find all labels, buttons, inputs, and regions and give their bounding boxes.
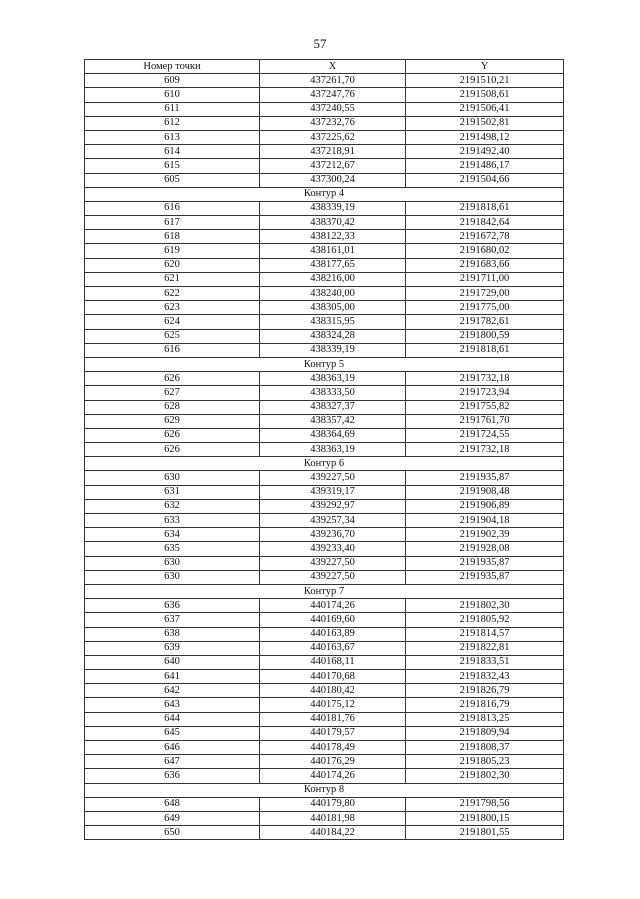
table-row	[85, 542, 564, 556]
table-row	[85, 258, 564, 272]
y-cell: 2191935,87	[406, 570, 564, 584]
x-cell: 438177,65	[260, 258, 406, 272]
y-cell: 2191508,61	[406, 88, 564, 102]
point-number-cell: 640	[85, 655, 260, 669]
x-cell: 440179,80	[260, 797, 406, 811]
y-cell: 2191502,81	[406, 116, 564, 130]
y-cell: 2191818,61	[406, 343, 564, 357]
x-cell: 438216,00	[260, 272, 406, 286]
point-number-cell: 623	[85, 301, 260, 315]
y-cell: 2191802,30	[406, 599, 564, 613]
x-cell: 437212,67	[260, 159, 406, 173]
y-cell: 2191818,61	[406, 201, 564, 215]
y-cell: 2191504,66	[406, 173, 564, 187]
table-row	[85, 755, 564, 769]
point-number-cell: 630	[85, 556, 260, 570]
table-row	[85, 116, 564, 130]
x-cell: 439236,70	[260, 528, 406, 542]
point-number-cell: 650	[85, 826, 260, 840]
x-cell: 437247,76	[260, 88, 406, 102]
y-cell: 2191935,87	[406, 556, 564, 570]
x-cell: 438305,00	[260, 301, 406, 315]
header-point-number: Номер точки	[85, 60, 260, 74]
table-row	[85, 514, 564, 528]
point-number-cell: 629	[85, 414, 260, 428]
x-cell: 440169,60	[260, 613, 406, 627]
table-row	[85, 641, 564, 655]
x-cell: 440163,89	[260, 627, 406, 641]
x-cell: 438363,19	[260, 372, 406, 386]
point-number-cell: 614	[85, 145, 260, 159]
x-cell: 438357,42	[260, 414, 406, 428]
y-cell: 2191782,61	[406, 315, 564, 329]
section-title: Контур 7	[85, 584, 564, 598]
x-cell: 438315,95	[260, 315, 406, 329]
x-cell: 437225,62	[260, 130, 406, 144]
x-cell: 439319,17	[260, 485, 406, 499]
y-cell: 2191732,18	[406, 372, 564, 386]
y-cell: 2191711,00	[406, 272, 564, 286]
table-row	[85, 301, 564, 315]
point-number-cell: 626	[85, 443, 260, 457]
table-row	[85, 230, 564, 244]
y-cell: 2191805,23	[406, 755, 564, 769]
page-number: 57	[313, 36, 327, 51]
table-row	[85, 315, 564, 329]
x-cell: 438122,33	[260, 230, 406, 244]
y-cell: 2191902,39	[406, 528, 564, 542]
table-row	[85, 499, 564, 513]
table-row	[85, 400, 564, 414]
point-number-cell: 613	[85, 130, 260, 144]
point-number-cell: 625	[85, 329, 260, 343]
section-row	[85, 783, 564, 797]
point-number-cell: 647	[85, 755, 260, 769]
point-number-cell: 636	[85, 769, 260, 783]
section-title: Контур 6	[85, 457, 564, 471]
table-row	[85, 244, 564, 258]
table-row	[85, 698, 564, 712]
y-cell: 2191822,81	[406, 641, 564, 655]
point-number-cell: 641	[85, 670, 260, 684]
table-row	[85, 684, 564, 698]
x-cell: 440163,67	[260, 641, 406, 655]
point-number-cell: 644	[85, 712, 260, 726]
table-row	[85, 556, 564, 570]
x-cell: 440175,12	[260, 698, 406, 712]
x-cell: 440184,22	[260, 826, 406, 840]
x-cell: 438370,42	[260, 216, 406, 230]
table-row	[85, 329, 564, 343]
table-row	[85, 102, 564, 116]
y-cell: 2191833,51	[406, 655, 564, 669]
y-cell: 2191928,08	[406, 542, 564, 556]
table-row	[85, 769, 564, 783]
point-number-cell: 622	[85, 287, 260, 301]
point-number-cell: 616	[85, 201, 260, 215]
table-row	[85, 741, 564, 755]
table-header-row	[85, 60, 564, 74]
point-number-cell: 624	[85, 315, 260, 329]
table-row	[85, 74, 564, 88]
x-cell: 440174,26	[260, 599, 406, 613]
table-row	[85, 428, 564, 442]
x-cell: 437232,76	[260, 116, 406, 130]
y-cell: 2191724,55	[406, 428, 564, 442]
y-cell: 2191680,02	[406, 244, 564, 258]
point-number-cell: 634	[85, 528, 260, 542]
section-row	[85, 187, 564, 201]
header-x: X	[260, 60, 406, 74]
section-title: Контур 5	[85, 357, 564, 371]
table-row	[85, 201, 564, 215]
x-cell: 440181,76	[260, 712, 406, 726]
point-number-cell: 645	[85, 726, 260, 740]
x-cell: 439227,50	[260, 556, 406, 570]
x-cell: 439227,50	[260, 471, 406, 485]
table-row	[85, 670, 564, 684]
point-number-cell: 605	[85, 173, 260, 187]
table-row	[85, 386, 564, 400]
y-cell: 2191761,70	[406, 414, 564, 428]
point-number-cell: 621	[85, 272, 260, 286]
y-cell: 2191809,94	[406, 726, 564, 740]
y-cell: 2191826,79	[406, 684, 564, 698]
x-cell: 438333,50	[260, 386, 406, 400]
y-cell: 2191798,56	[406, 797, 564, 811]
y-cell: 2191486,17	[406, 159, 564, 173]
x-cell: 440174,26	[260, 769, 406, 783]
x-cell: 437240,55	[260, 102, 406, 116]
section-row	[85, 584, 564, 598]
section-row	[85, 457, 564, 471]
point-number-cell: 636	[85, 599, 260, 613]
section-title: Контур 8	[85, 783, 564, 797]
table-row	[85, 343, 564, 357]
table-row	[85, 528, 564, 542]
y-cell: 2191775,00	[406, 301, 564, 315]
point-number-cell: 631	[85, 485, 260, 499]
y-cell: 2191813,25	[406, 712, 564, 726]
point-number-cell: 619	[85, 244, 260, 258]
section-row	[85, 357, 564, 371]
table-row	[85, 159, 564, 173]
y-cell: 2191492,40	[406, 145, 564, 159]
table-row	[85, 216, 564, 230]
x-cell: 440180,42	[260, 684, 406, 698]
point-number-cell: 630	[85, 570, 260, 584]
y-cell: 2191683,66	[406, 258, 564, 272]
y-cell: 2191506,41	[406, 102, 564, 116]
coordinates-table	[84, 59, 564, 840]
table-row	[85, 712, 564, 726]
y-cell: 2191832,43	[406, 670, 564, 684]
table-row	[85, 613, 564, 627]
y-cell: 2191800,59	[406, 329, 564, 343]
x-cell: 438240,00	[260, 287, 406, 301]
y-cell: 2191906,89	[406, 499, 564, 513]
point-number-cell: 616	[85, 343, 260, 357]
x-cell: 438339,19	[260, 201, 406, 215]
table-row	[85, 570, 564, 584]
point-number-cell: 618	[85, 230, 260, 244]
y-cell: 2191498,12	[406, 130, 564, 144]
point-number-cell: 646	[85, 741, 260, 755]
point-number-cell: 638	[85, 627, 260, 641]
table-row	[85, 471, 564, 485]
table-row	[85, 726, 564, 740]
point-number-cell: 626	[85, 372, 260, 386]
point-number-cell: 611	[85, 102, 260, 116]
table-row	[85, 130, 564, 144]
y-cell: 2191842,64	[406, 216, 564, 230]
table-row	[85, 287, 564, 301]
section-title: Контур 4	[85, 187, 564, 201]
y-cell: 2191755,82	[406, 400, 564, 414]
table-row	[85, 655, 564, 669]
point-number-cell: 615	[85, 159, 260, 173]
table-row	[85, 797, 564, 811]
x-cell: 437218,91	[260, 145, 406, 159]
x-cell: 440179,57	[260, 726, 406, 740]
y-cell: 2191510,21	[406, 74, 564, 88]
x-cell: 440168,11	[260, 655, 406, 669]
y-cell: 2191808,37	[406, 741, 564, 755]
table-row	[85, 145, 564, 159]
point-number-cell: 609	[85, 74, 260, 88]
y-cell: 2191904,18	[406, 514, 564, 528]
x-cell: 439233,40	[260, 542, 406, 556]
y-cell: 2191908,48	[406, 485, 564, 499]
point-number-cell: 620	[85, 258, 260, 272]
x-cell: 437300,24	[260, 173, 406, 187]
table-row	[85, 599, 564, 613]
table-row	[85, 272, 564, 286]
x-cell: 437261,70	[260, 74, 406, 88]
point-number-cell: 637	[85, 613, 260, 627]
table-row	[85, 372, 564, 386]
table-row	[85, 627, 564, 641]
table-row	[85, 88, 564, 102]
y-cell: 2191800,15	[406, 811, 564, 825]
point-number-cell: 617	[85, 216, 260, 230]
y-cell: 2191672,78	[406, 230, 564, 244]
y-cell: 2191732,18	[406, 443, 564, 457]
point-number-cell: 628	[85, 400, 260, 414]
x-cell: 438327,37	[260, 400, 406, 414]
table-row	[85, 826, 564, 840]
point-number-cell: 626	[85, 428, 260, 442]
x-cell: 440178,49	[260, 741, 406, 755]
y-cell: 2191805,92	[406, 613, 564, 627]
y-cell: 2191814,57	[406, 627, 564, 641]
table-row	[85, 485, 564, 499]
table-row	[85, 443, 564, 457]
y-cell: 2191802,30	[406, 769, 564, 783]
table-body	[85, 74, 564, 840]
table-row	[85, 414, 564, 428]
point-number-cell: 633	[85, 514, 260, 528]
x-cell: 438363,19	[260, 443, 406, 457]
table-row	[85, 173, 564, 187]
x-cell: 439257,34	[260, 514, 406, 528]
x-cell: 440181,98	[260, 811, 406, 825]
point-number-cell: 639	[85, 641, 260, 655]
point-number-cell: 630	[85, 471, 260, 485]
point-number-cell: 632	[85, 499, 260, 513]
y-cell: 2191723,94	[406, 386, 564, 400]
x-cell: 438161,01	[260, 244, 406, 258]
point-number-cell: 649	[85, 811, 260, 825]
x-cell: 439292,97	[260, 499, 406, 513]
point-number-cell: 610	[85, 88, 260, 102]
point-number-cell: 643	[85, 698, 260, 712]
point-number-cell: 648	[85, 797, 260, 811]
y-cell: 2191729,00	[406, 287, 564, 301]
x-cell: 438324,28	[260, 329, 406, 343]
header-y: Y	[406, 60, 564, 74]
x-cell: 438364,69	[260, 428, 406, 442]
y-cell: 2191816,79	[406, 698, 564, 712]
point-number-cell: 642	[85, 684, 260, 698]
x-cell: 439227,50	[260, 570, 406, 584]
x-cell: 440176,29	[260, 755, 406, 769]
x-cell: 440170,68	[260, 670, 406, 684]
point-number-cell: 635	[85, 542, 260, 556]
table-row	[85, 811, 564, 825]
x-cell: 438339,19	[260, 343, 406, 357]
point-number-cell: 627	[85, 386, 260, 400]
y-cell: 2191801,55	[406, 826, 564, 840]
y-cell: 2191935,87	[406, 471, 564, 485]
point-number-cell: 612	[85, 116, 260, 130]
